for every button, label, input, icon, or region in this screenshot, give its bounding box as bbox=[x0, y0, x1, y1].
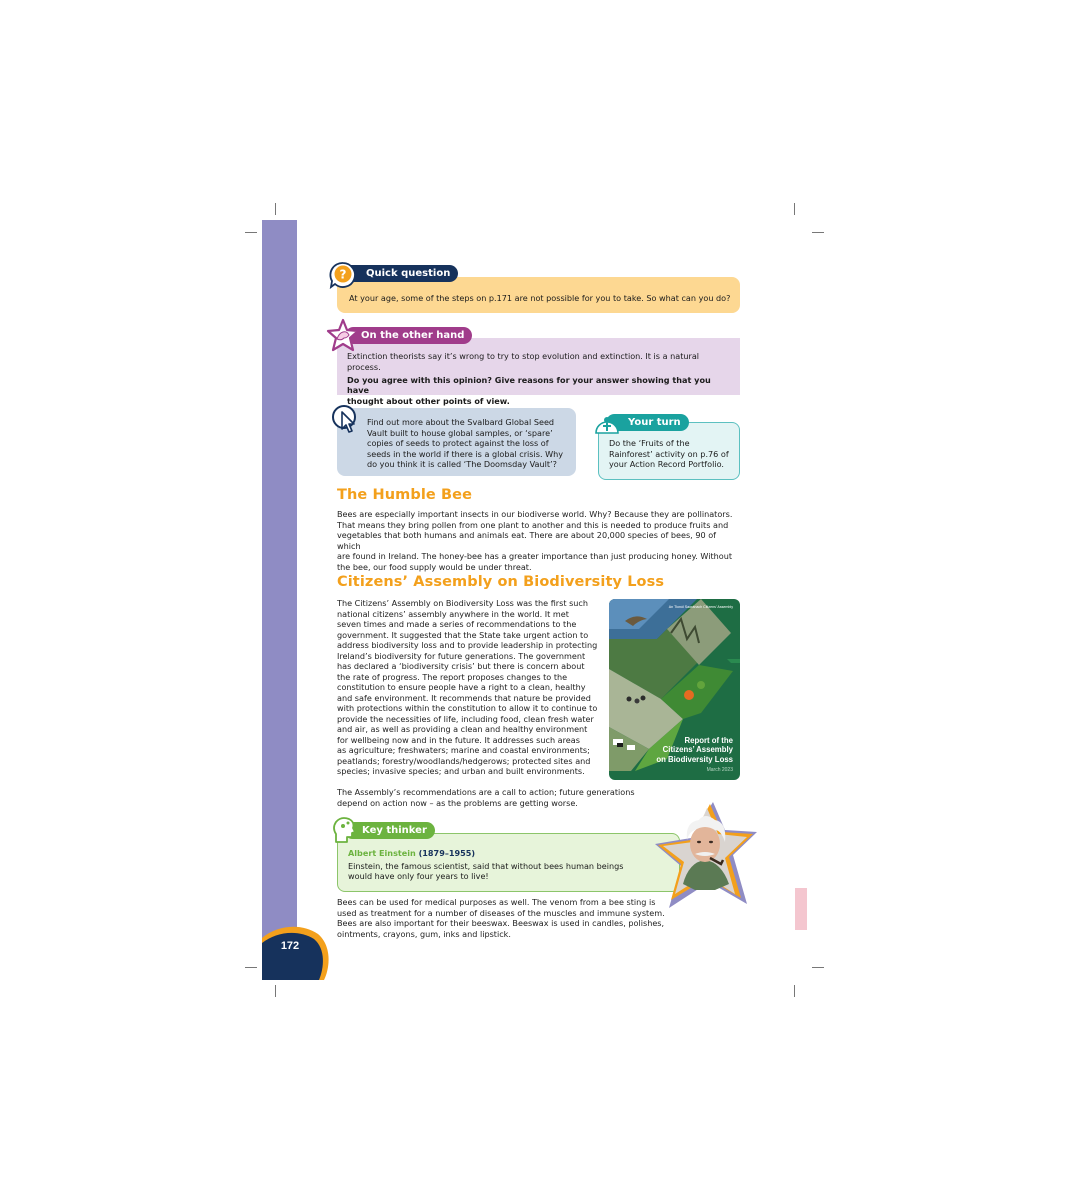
find-out-more-box bbox=[337, 408, 576, 476]
crop-mark bbox=[794, 203, 795, 215]
paragraph-line: Bees are especially important insects in our biodiverse world. Why? Because they are pollinators. bbox=[337, 509, 733, 519]
paragraph-line: the bee, our food supply would be under threat. bbox=[337, 561, 532, 572]
paragraph-line: That means they bring pollen from one plant to another and this is needed to produce fruits and bbox=[337, 519, 729, 530]
report-logo bbox=[669, 605, 733, 609]
assembly-heading: Citizens’ Assembly on Biodiversity Loss bbox=[337, 574, 665, 590]
crop-mark bbox=[275, 203, 276, 215]
humble-bee-heading: The Humble Bee bbox=[337, 487, 473, 503]
your-turn-line: your Action Record Portfolio. bbox=[609, 459, 724, 469]
report-date: March 2023 bbox=[706, 767, 733, 773]
find-out-line: Find out more about the Svalbard Global Seed bbox=[367, 417, 555, 427]
thinker-head-icon bbox=[331, 816, 357, 844]
paragraph-line: with protections within the constitution to allow it to continue to bbox=[337, 703, 598, 713]
paragraph-line: as agriculture; freshwaters; marine and coastal environments; bbox=[337, 745, 590, 755]
your-turn-heading: Your turn bbox=[606, 414, 689, 431]
closing-paragraph bbox=[337, 897, 677, 939]
einstein-portrait bbox=[655, 800, 760, 912]
paragraph-line: provide the necessities of life, including food, clean fresh water bbox=[337, 713, 594, 724]
assembly-paragraph bbox=[337, 598, 603, 777]
paragraph-line: Ireland’s biodiversity for future generations. The government bbox=[337, 650, 586, 661]
paragraph-line: for wellbeing now and in the future. It addresses such areas bbox=[337, 734, 580, 745]
report-cover-image bbox=[609, 599, 740, 780]
paragraph-line: species; invasive species; and urban and built environments. bbox=[337, 766, 585, 776]
paragraph-line: ointments, crayons, gum, inks and lipstick. bbox=[337, 928, 511, 939]
crop-mark bbox=[275, 985, 276, 997]
other-hand-text: Extinction theorists say it’s wrong to try to stop evolution and extinction. It is a natural process. bbox=[347, 351, 700, 372]
paragraph-line: are found in Ireland. The honey-bee has a greater importance than just producing honey. Without bbox=[337, 551, 733, 561]
paragraph-line: vegetables that both humans and animals eat. There are about 20,000 species of bees, 90 of which bbox=[337, 530, 716, 551]
report-title-line: Citizens’ Assembly bbox=[662, 745, 733, 755]
report-logo-text: Citizens’ bbox=[703, 605, 717, 609]
report-title-line: Report of the bbox=[684, 736, 733, 745]
other-hand-box bbox=[337, 338, 740, 406]
report-logo-text: Assembly bbox=[717, 605, 733, 609]
crop-mark bbox=[245, 232, 257, 233]
report-title bbox=[656, 736, 733, 764]
key-thinker-dates: (1879–1955) bbox=[415, 848, 476, 858]
key-thinker-name: Albert Einstein bbox=[348, 848, 416, 858]
key-thinker-line: would have only four years to live! bbox=[348, 871, 489, 881]
person-icon bbox=[594, 411, 620, 435]
paragraph-line: peatlands; forestry/woodlands/hedgerows; protected sites and bbox=[337, 755, 591, 766]
magnifier-cursor-icon bbox=[331, 404, 361, 438]
assembly-after-paragraph bbox=[337, 787, 667, 808]
paragraph-line: and air, as well as providing a clean and healthy environment bbox=[337, 724, 588, 734]
question-icon bbox=[329, 261, 357, 289]
paragraph-line: The Citizens’ Assembly on Biodiversity Loss was the first such bbox=[337, 598, 589, 608]
hand-star-icon bbox=[326, 318, 360, 354]
page-number: 172 bbox=[280, 940, 300, 952]
paragraph-line: national citizens’ assembly anywhere in the world. It met bbox=[337, 608, 569, 619]
page-edge-tab bbox=[795, 888, 807, 930]
find-out-line: do you think it is called ‘The Doomsday Vault’? bbox=[367, 459, 557, 469]
find-out-line: Vault built to house global samples, or ‘spare’ bbox=[367, 427, 553, 438]
key-thinker-box bbox=[337, 833, 680, 892]
paragraph-line: Bees can be used for medical purposes as well. The venom from a bee sting is bbox=[337, 897, 656, 907]
key-thinker-title bbox=[348, 848, 671, 859]
find-out-line: copies of seeds to protect against the loss of bbox=[367, 438, 549, 448]
quick-question-box bbox=[337, 277, 740, 313]
paragraph-line: The Assembly’s recommendations are a call to action; future generations bbox=[337, 787, 635, 797]
key-thinker-line: Einstein, the famous scientist, said that without bees human beings bbox=[348, 860, 624, 871]
paragraph-line: address biodiversity loss and to provide leadership in protecting bbox=[337, 640, 598, 650]
svg-text:?: ? bbox=[339, 267, 347, 282]
crop-mark bbox=[812, 232, 824, 233]
paragraph-line: government. It suggested that the State take urgent action to bbox=[337, 629, 589, 640]
page-sidebar bbox=[262, 220, 297, 980]
paragraph-line: constitution to ensure people have a right to a clean, healthy bbox=[337, 682, 586, 692]
other-hand-question-line: Do you agree with this opinion? Give reasons for your answer showing that you have bbox=[347, 374, 711, 395]
paragraph-line: the rate of progress. The report proposes changes to the bbox=[337, 671, 568, 682]
crop-mark bbox=[812, 967, 824, 968]
paragraph-line: seven times and made a series of recommendations to the bbox=[337, 619, 577, 629]
find-out-line: seeds in the world if there is a global crisis. Why bbox=[367, 448, 564, 459]
crop-mark bbox=[245, 967, 257, 968]
humble-bee-paragraph bbox=[337, 509, 741, 572]
your-turn-line: Do the ‘Fruits of the bbox=[609, 438, 690, 448]
key-thinker-heading: Key thinker bbox=[344, 822, 435, 839]
paragraph-line: Bees are also important for their beeswax. Beeswax is used in candles, polishes, bbox=[337, 918, 665, 928]
other-hand-heading: On the other hand bbox=[345, 327, 472, 344]
paragraph-line: and safe environment. It recommends that nature be provided bbox=[337, 692, 591, 703]
report-logo-text: Saoránach bbox=[684, 605, 703, 609]
paragraph-line: depend on action now – as the problems are getting worse. bbox=[337, 797, 578, 808]
page-number-blob bbox=[262, 924, 330, 980]
quick-question-text: At your age, some of the steps on p.171 are not possible for you to take. So what can you do? bbox=[349, 293, 731, 303]
report-logo-text: An Tionól bbox=[668, 605, 684, 609]
your-turn-line: Rainforest’ activity on p.76 of bbox=[609, 448, 729, 459]
report-title-line: on Biodiversity Loss bbox=[656, 754, 733, 764]
crop-mark bbox=[794, 985, 795, 997]
other-hand-question-line: thought about other points of view. bbox=[347, 395, 510, 406]
quick-question-heading: Quick question bbox=[340, 265, 458, 282]
paragraph-line: has declared a ‘biodiversity crisis’ but there is concern about bbox=[337, 661, 585, 671]
paragraph-line: used as treatment for a number of diseases of the muscles and immune system. bbox=[337, 907, 665, 918]
